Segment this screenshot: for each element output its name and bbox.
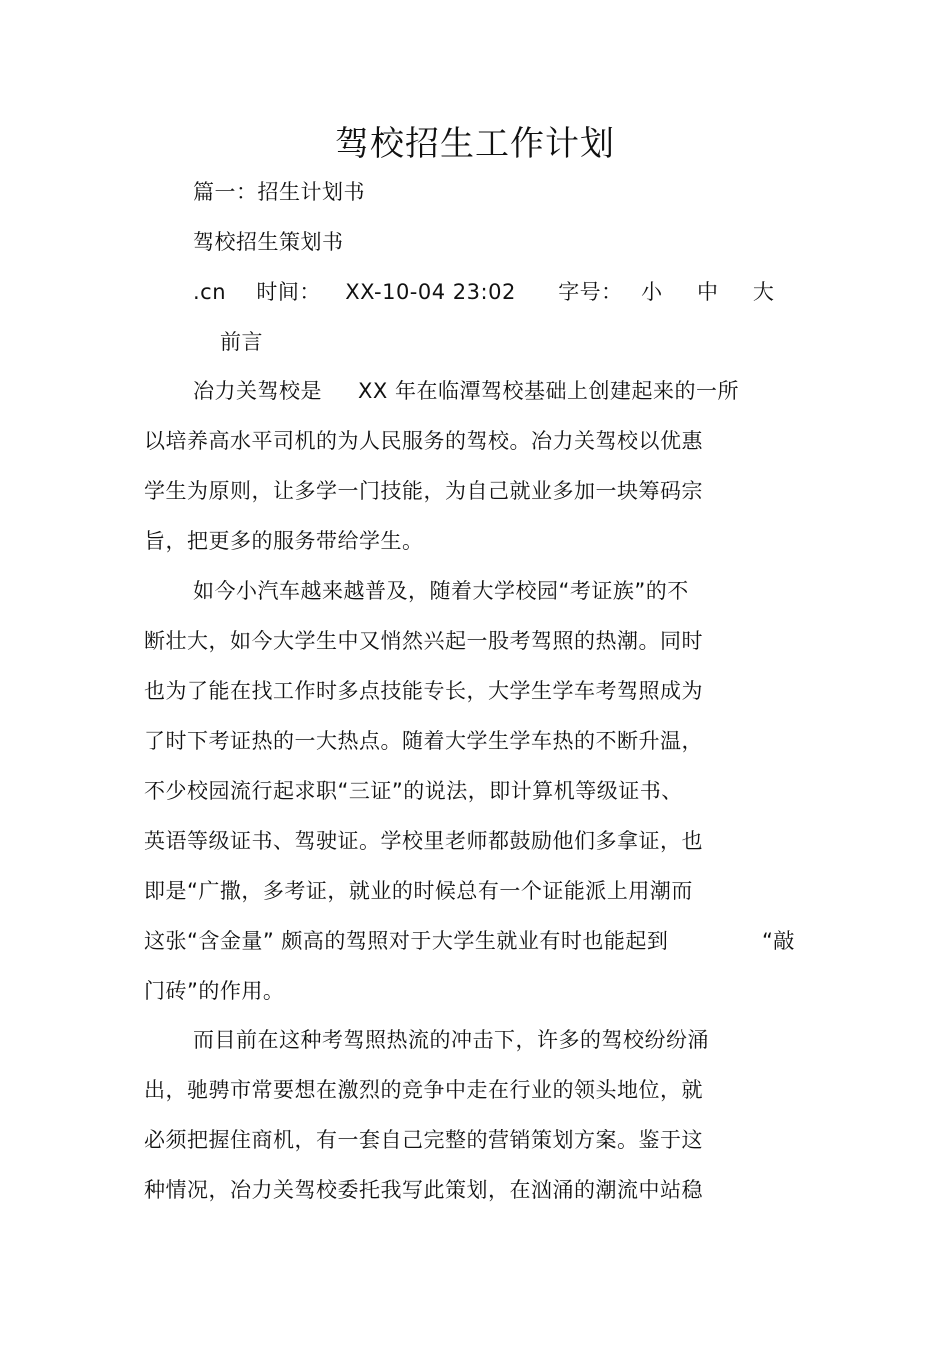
body-line: 英语等级证书、驾驶证。学校里老师都鼓励他们多拿证，也 — [144, 829, 703, 853]
section-heading: 篇一：招生计划书 — [193, 180, 365, 204]
time-label: 时间： — [256, 280, 321, 304]
body-line: 门砖”的作用。 — [144, 979, 285, 1003]
body-line: 了时下考证热的一大热点。随着大学生学车热的不断升温， — [144, 729, 703, 753]
body-line: 旨，把更多的服务带给学生。 — [144, 529, 424, 553]
body-line: “敲 — [762, 929, 795, 953]
document-title: 驾校招生工作计划 — [335, 124, 615, 164]
font-size-large-link[interactable]: 大 — [752, 280, 775, 304]
body-line: 如今小汽车越来越普及，随着大学校园“考证族”的不 — [193, 579, 689, 603]
fontsize-label: 字号： — [558, 280, 623, 304]
time-value: XX-10-04 23:02 — [345, 280, 516, 304]
body-line: 种情况，冶力关驾校委托我写此策划，在汹涌的潮流中站稳 — [144, 1178, 703, 1202]
body-line: 断壮大，如今大学生中又悄然兴起一股考驾照的热潮。同时 — [144, 629, 703, 653]
body-line: 这张“含金量” 颇高的驾照对于大学生就业有时也能起到 — [144, 929, 669, 953]
body-line: 而目前在这种考驾照热流的冲击下，许多的驾校纷纷涌 — [193, 1028, 709, 1052]
preface-heading: 前言 — [220, 330, 263, 354]
body-line: XX 年在临潭驾校基础上创建起来的一所 — [358, 379, 739, 403]
body-line: 以培养高水平司机的为人民服务的驾校。冶力关驾校以优惠 — [144, 429, 703, 453]
font-size-small-link[interactable]: 小 — [641, 280, 663, 304]
meta-line — [193, 277, 774, 307]
body-line: 出，驰骋市常要想在激烈的竞争中走在行业的领头地位，就 — [144, 1078, 703, 1102]
site-text: .cn — [193, 280, 227, 304]
body-line: 即是“广撒，多考证，就业的时候总有一个证能派上用潮而 — [144, 879, 693, 903]
body-line: 也为了能在找工作时多点技能专长，大学生学车考驾照成为 — [144, 679, 703, 703]
subtitle: 驾校招生策划书 — [193, 230, 344, 254]
body-line: 学生为原则，让多学一门技能，为自己就业多加一块筹码宗 — [144, 479, 703, 503]
font-size-medium-link[interactable]: 中 — [696, 280, 719, 304]
body-line: 不少校园流行起求职“三证”的说法，即计算机等级证书、 — [144, 779, 683, 803]
body-line: 冶力关驾校是 — [193, 379, 322, 403]
body-line: 必须把握住商机，有一套自己完整的营销策划方案。鉴于这 — [144, 1128, 703, 1152]
